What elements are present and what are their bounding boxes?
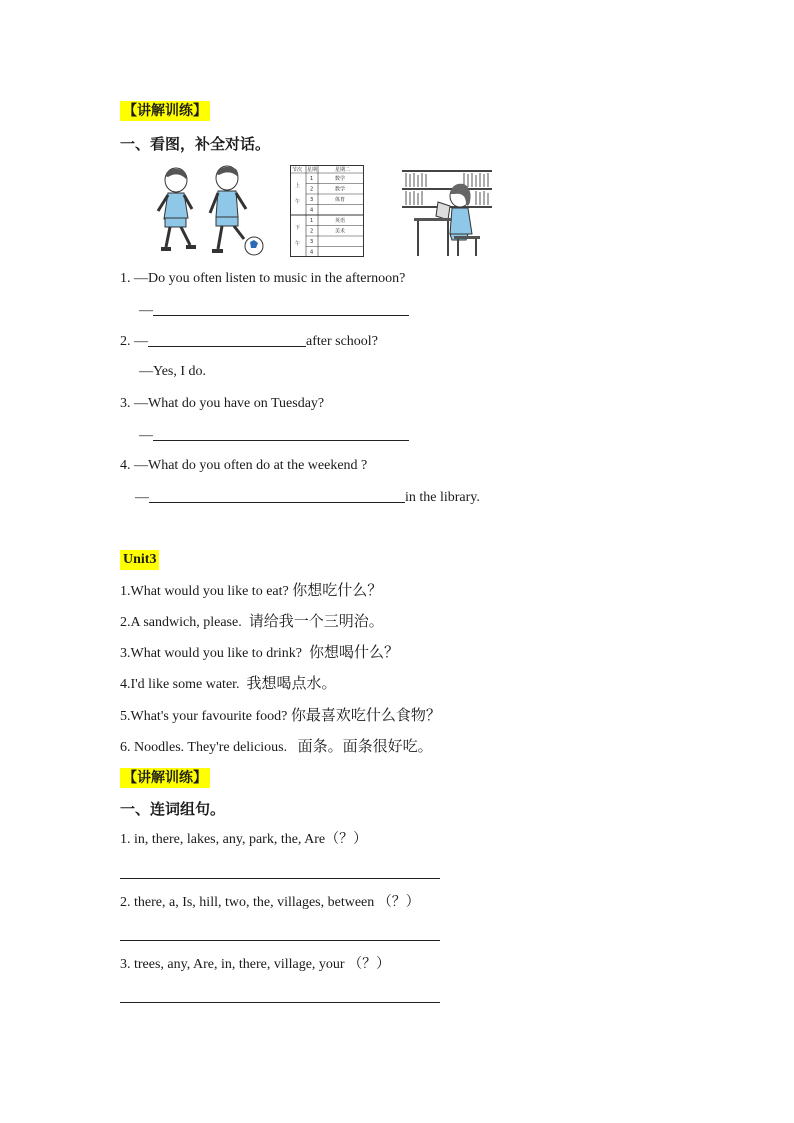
section-tag-1: 【讲解训练】 [120,101,210,121]
word-order-item-2: 2. there, a, Is, hill, two, the, villages, between （？） [120,895,420,910]
timetable-subject: 数学 [335,186,346,193]
timetable-subject: 美术 [335,228,346,235]
sentence-english: 4.I'd like some water. [120,677,240,692]
dialogue-2-question [120,332,378,351]
timetable-am-2: 午 [295,199,301,205]
timetable-num: 1 [310,218,314,224]
sentence-chinese: 你想喝什么？ [308,643,399,661]
sentence-chinese: 面条。面条很好吃。 [297,737,433,755]
dialogue-1-answer [139,301,409,320]
sentence-chinese: 你最喜欢吃什么食物？ [290,706,441,724]
timetable-pm-2: 午 [295,241,301,247]
timetable-head-3: 星期二 [335,167,351,173]
sentence-chinese: 请给我一个三明治。 [248,612,384,630]
boys-playing-football-illustration [150,163,266,259]
timetable-head-1: 节次 [292,167,303,173]
timetable-subject: 数学 [335,176,346,182]
answer-suffix: in the library. [405,490,480,505]
section-tag-2: 【讲解训练】 [120,768,210,788]
dialogue-1-question: 1. —Do you often listen to music in the afternoon? [120,271,406,286]
sentence-english: 5.What's your favourite food? [120,709,288,724]
answer-blank-3[interactable] [153,426,409,441]
unit3-sentence-4 [120,674,337,694]
unit3-sentence-1 [120,581,382,601]
word-order-item-3: 3. trees, any, Are, in, there, village, your （？） [120,957,391,972]
timetable-num: 2 [310,186,314,193]
unit3-sentence-6 [120,737,433,757]
sentence-english: 2.A sandwich, please. [120,615,242,630]
exercise-heading-1: 一、看图，补全对话。 [120,135,271,153]
answer-line-2[interactable] [120,940,440,941]
unit3-sentence-3 [120,643,399,663]
dialogue-3-question: 3. —What do you have on Tuesday? [120,396,325,411]
dash: — [139,428,153,443]
timetable-subject: 英语 [335,218,346,224]
dash: — [139,303,153,318]
timetable-num: 1 [310,176,314,182]
timetable-num: 4 [310,249,314,256]
sentence-english: 3.What would you like to drink? [120,646,302,661]
timetable-subject: 体育 [335,197,346,203]
sentence-chinese: 我想喝点水。 [246,674,337,692]
dash: — [135,490,149,505]
timetable-head-2: 星期 [307,167,318,173]
answer-blank-2[interactable] [148,332,306,347]
dialogue-3-answer [139,426,409,445]
timetable-pm-1: 下 [295,225,301,231]
timetable-num: 4 [310,207,314,214]
dialogue-4-question: 4. —What do you often do at the weekend ? [120,458,368,473]
timetable-num: 3 [310,239,314,245]
exercise-heading-2: 一、连词组句。 [120,800,226,818]
girl-reading-in-library-illustration [402,166,494,258]
dialogue-4-answer [135,488,480,507]
sentence-english: 1.What would you like to eat? [120,584,289,599]
word-order-item-1: 1. in, there, lakes, any, park, the, Are（？） [120,832,368,847]
sentence-chinese: 你想吃什么？ [292,581,383,599]
answer-blank-4[interactable] [149,488,405,503]
timetable-num: 2 [310,228,314,235]
timetable-image [290,165,364,257]
question-suffix: after school? [306,334,378,349]
unit-tag: Unit3 [120,550,159,570]
dialogue-2-answer: —Yes, I do. [139,364,207,379]
timetable-num: 3 [310,197,314,203]
question-prefix: 2. — [120,334,148,349]
unit3-sentence-5 [120,706,441,726]
answer-line-3[interactable] [120,1002,440,1003]
unit3-sentence-2 [120,612,384,632]
sentence-english: 6. Noodles. They're delicious. [120,740,288,755]
answer-line-1[interactable] [120,878,440,879]
answer-blank-1[interactable] [153,301,409,316]
timetable-am-1: 上 [295,183,301,189]
